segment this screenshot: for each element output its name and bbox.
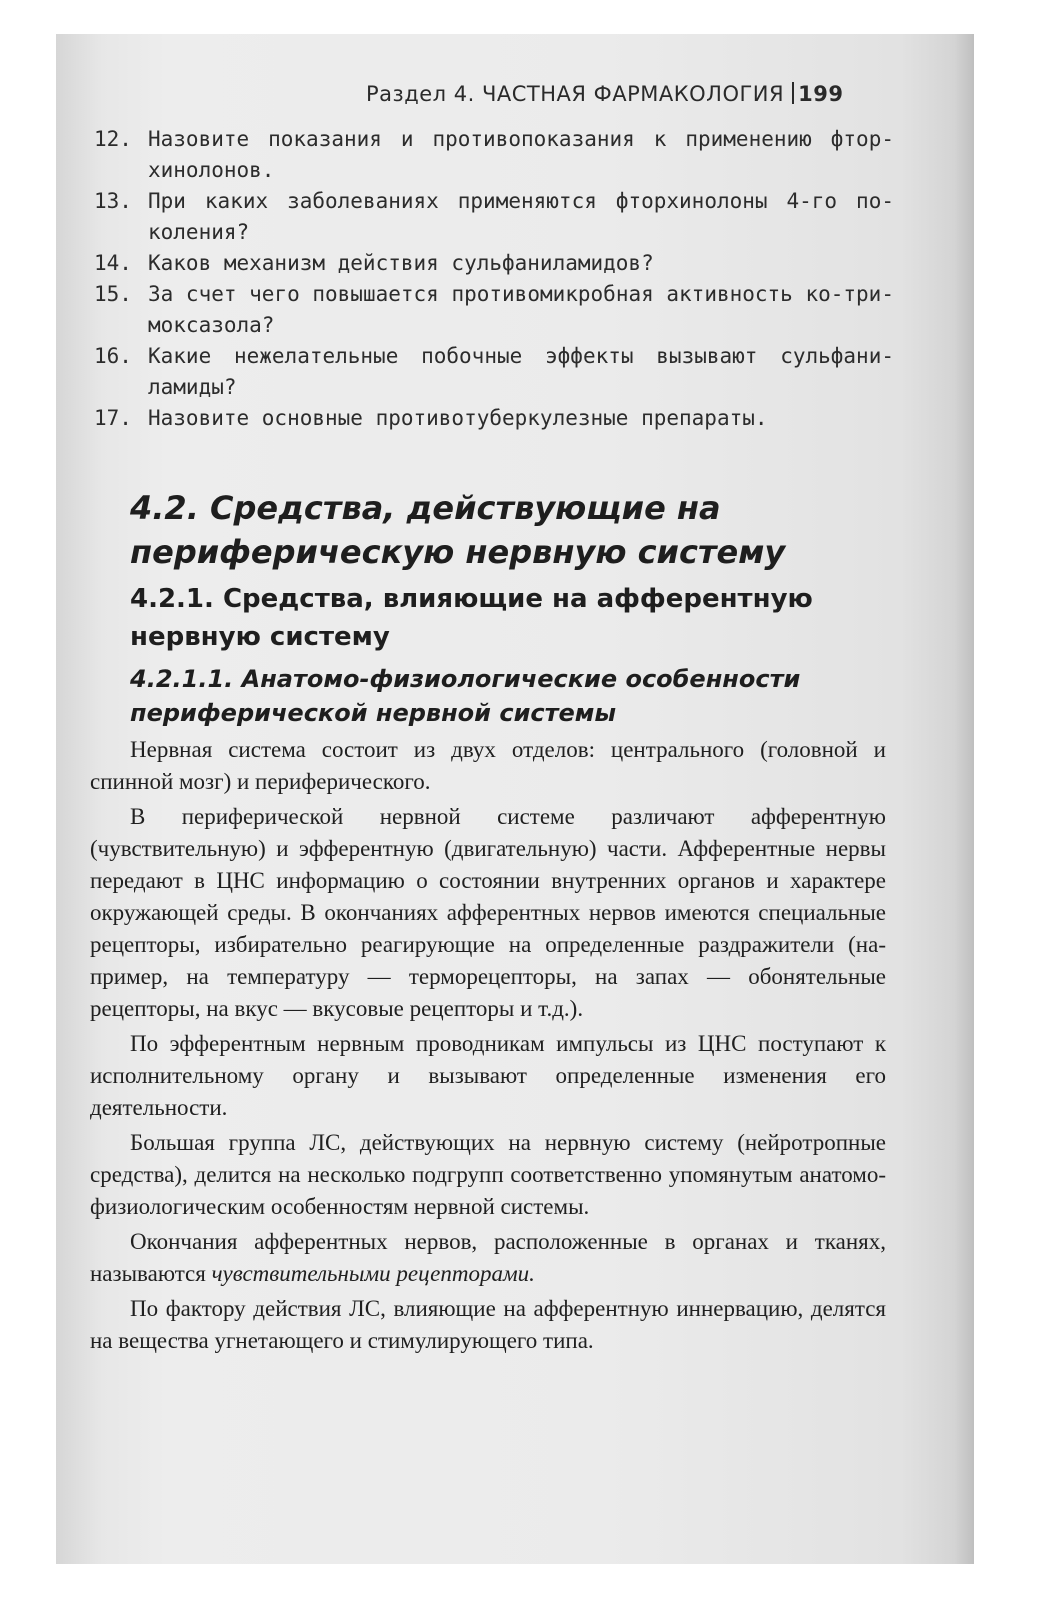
paragraph: Нервная система состоит из двух отделов: центрального (головной и спинной мозг) и периферического. [90,737,886,794]
question-item [94,341,894,403]
paragraph: В периферической нервной системе различают афферентную (чувствительную) и эфферентную (двигательную) части. Афферентные нервы передают в ЦНС информацию о состоянии внутренних органов и характере окружающей среды. В окончаниях афферентных нервов имеются специальные рецепторы, избирательно реагирующие на определенные раздражители (например, на температуру — терморецепторы, на запах — обонятельные рецепторы, на вкус — вкусовые рецепторы и т.д.). [90,804,886,1021]
question-number: 12. [94,127,132,151]
question-text: Какие нежелательные побочные эффекты вызывают сульфаниламиды? [148,344,894,399]
header-section-title: Раздел 4. ЧАСТНАЯ ФАРМАКОЛОГИЯ [366,82,785,106]
body-text [90,734,886,1360]
question-text: Назовите показания и противопоказания к применению фторхинолонов. [148,127,894,182]
question-text: Назовите основные противотуберкулезные препараты. [148,406,768,430]
running-header [366,82,954,106]
question-item [94,124,894,186]
paragraph: По фактору действия ЛС, влияющие на афферентную иннервацию, делятся на вещества угнетающего и стимулирующего типа. [90,1296,886,1353]
question-item [94,403,894,434]
page-number: 199 [798,82,844,106]
paragraph-lead: Окончания афферентных нервов, расположенные в органах и тканях, называются [90,1229,886,1286]
subsection-heading: 4.2.1. Средства, влияющие на афферентную нервную систему [130,584,813,652]
paragraph: Большая группа ЛС, действующих на нервную систему (нейротропные средства), делится на несколько подгрупп соответственно упомянутым анатомо-физиологическим особенностям нервной системы. [90,1130,886,1219]
question-item [94,186,894,248]
paragraph: По эфферентным нервным проводникам импульсы из ЦНС поступают к исполнительному органу и вызывают определенные изменения его деятельности. [90,1031,886,1120]
question-item [94,248,894,279]
section-heading: 4.2. Средства, действующие на периферическую нервную систему [130,489,786,571]
question-number: 17. [94,406,132,430]
question-item [94,279,894,341]
review-questions-list [94,124,894,434]
question-text: Каков механизм действия сульфаниламидов? [148,251,654,275]
book-page [56,34,974,1564]
question-text: При каких заболеваниях применяются фторхинолоны 4-го поколения? [148,189,894,244]
paragraph-receptors [90,1226,886,1290]
question-number: 13. [94,189,132,213]
question-number: 15. [94,282,132,306]
question-text: За счет чего повышается противомикробная активность ко-тримоксазола? [148,282,894,337]
italic-term: чувствительными рецепторами. [211,1261,535,1286]
question-number: 16. [94,344,132,368]
question-number: 14. [94,251,132,275]
page-edge-shadow [954,34,974,1564]
header-divider [792,82,794,104]
subsubsection-heading: 4.2.1.1. Анатомо-физиологические особенности периферической нервной системы [130,665,801,727]
